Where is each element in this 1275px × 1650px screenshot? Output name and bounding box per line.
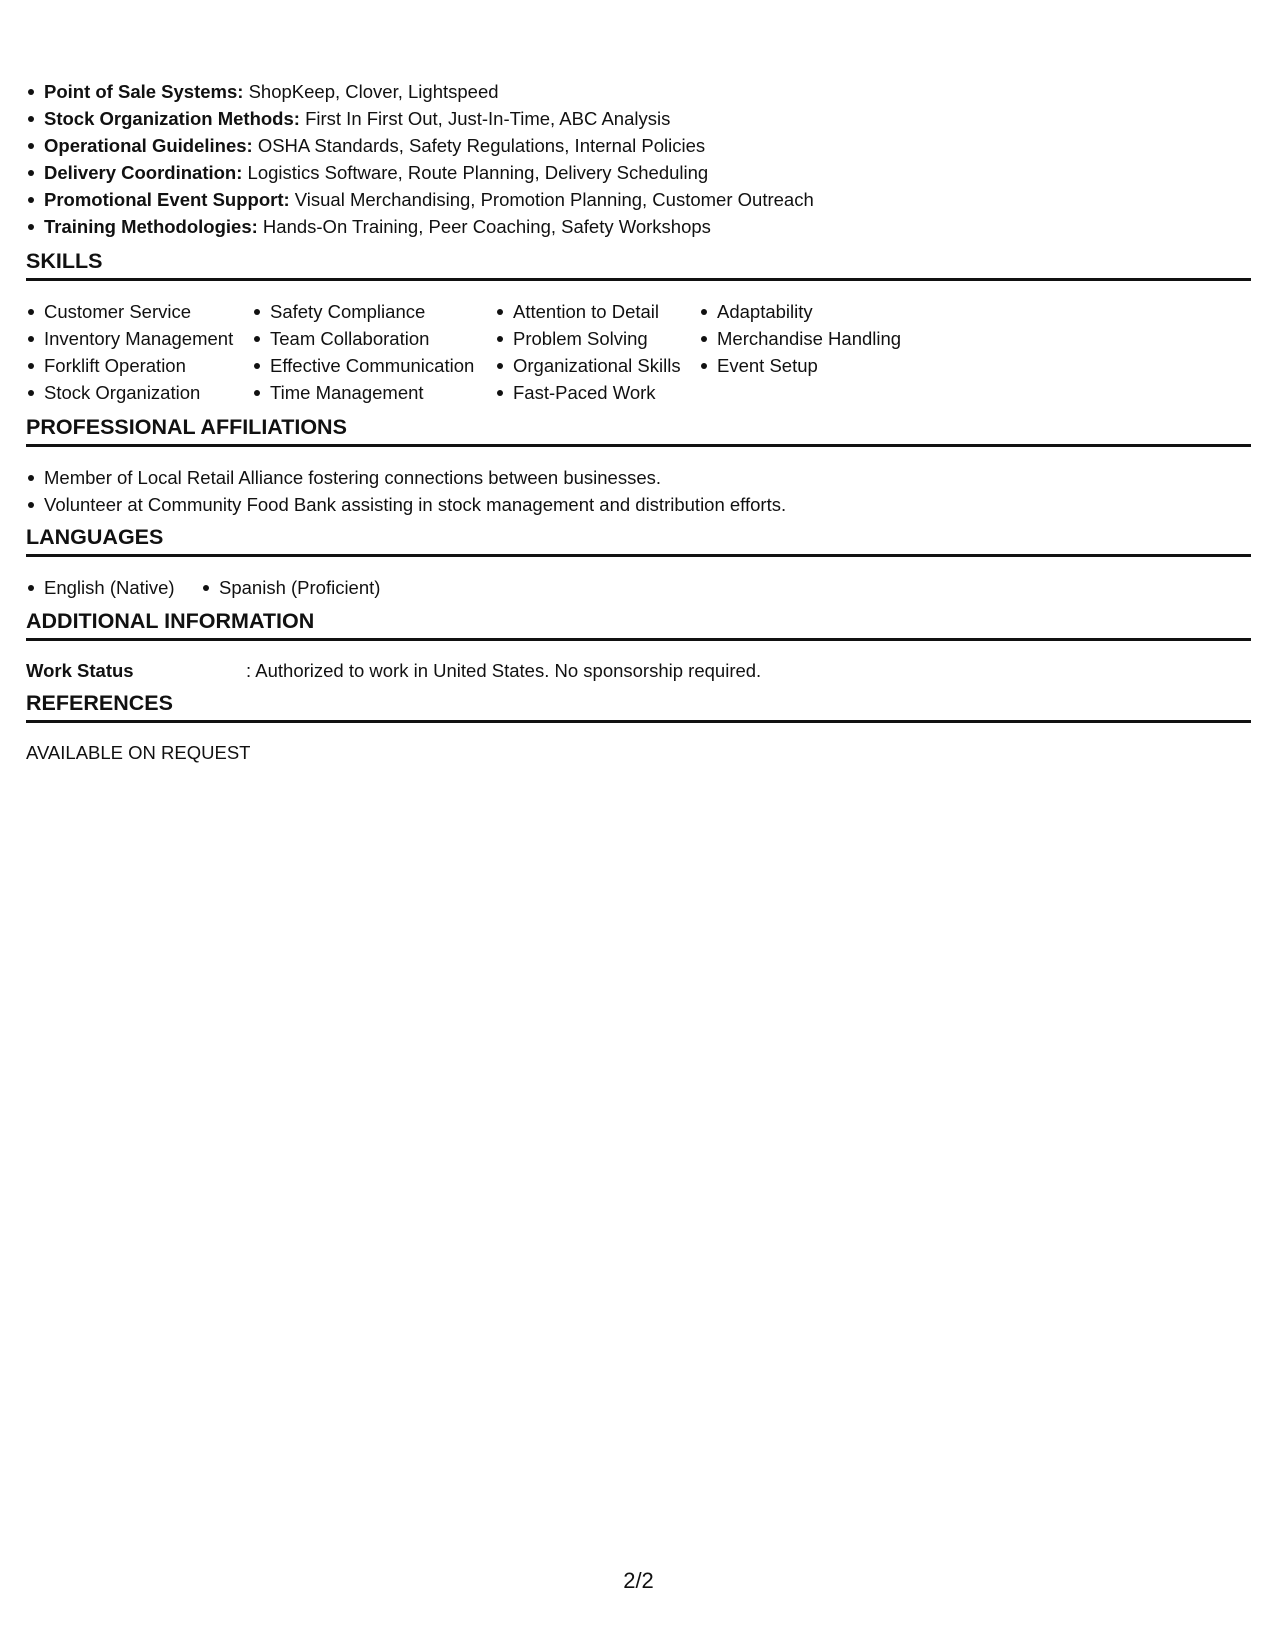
skill-item: Forklift Operation (26, 352, 233, 379)
tool-label: Stock Organization Methods: (44, 108, 300, 129)
tool-item (26, 132, 814, 159)
affiliations-list (26, 464, 786, 518)
tool-label: Operational Guidelines: (44, 135, 253, 156)
skills-column-3 (495, 298, 681, 406)
additional-info-divider (26, 638, 1251, 641)
resume-page (26, 0, 1251, 1650)
affiliations-heading: PROFESSIONAL AFFILIATIONS (26, 415, 347, 439)
tool-label: Training Methodologies: (44, 216, 258, 237)
skill-item: Organizational Skills (495, 352, 681, 379)
skill-item: Team Collaboration (252, 325, 474, 352)
skill-item: Effective Communication (252, 352, 474, 379)
skills-heading: SKILLS (26, 249, 103, 273)
language-item: Spanish (Proficient) (201, 574, 380, 601)
additional-info-heading: ADDITIONAL INFORMATION (26, 609, 315, 633)
tool-item (26, 213, 814, 240)
references-heading: REFERENCES (26, 691, 173, 715)
languages-divider (26, 554, 1251, 557)
tool-value: Logistics Software, Route Planning, Delivery Scheduling (247, 162, 709, 183)
tool-value: Visual Merchandising, Promotion Planning, Customer Outreach (294, 189, 814, 210)
page-number: 2/2 (623, 1568, 654, 1593)
skill-item: Stock Organization (26, 379, 233, 406)
tool-item (26, 159, 814, 186)
skill-item: Attention to Detail (495, 298, 681, 325)
skill-item: Event Setup (699, 352, 901, 379)
tool-label: Promotional Event Support: (44, 189, 290, 210)
work-status-label: Work Status (26, 660, 134, 681)
tool-value: OSHA Standards, Safety Regulations, Internal Policies (257, 135, 706, 156)
skill-item: Problem Solving (495, 325, 681, 352)
skill-item: Adaptability (699, 298, 901, 325)
languages-heading: LANGUAGES (26, 525, 164, 549)
references-text: AVAILABLE ON REQUEST (26, 742, 251, 763)
tool-value: Hands-On Training, Peer Coaching, Safety Workshops (262, 216, 711, 237)
affiliations-divider (26, 444, 1251, 447)
skills-divider (26, 278, 1251, 281)
tool-item (26, 78, 814, 105)
references-divider (26, 720, 1251, 723)
language-item: English (Native) (26, 574, 175, 601)
tool-label: Delivery Coordination: (44, 162, 243, 183)
skill-item: Customer Service (26, 298, 233, 325)
affiliation-item: Volunteer at Community Food Bank assisting in stock management and distribution efforts. (26, 491, 786, 518)
work-status-value: : Authorized to work in United States. No sponsorship required. (246, 660, 762, 681)
skill-item: Merchandise Handling (699, 325, 901, 352)
tools-list (26, 78, 814, 240)
skill-item: Fast-Paced Work (495, 379, 681, 406)
skills-column-4 (699, 298, 901, 379)
skills-column-2 (252, 298, 474, 406)
skills-column-1 (26, 298, 233, 406)
skill-item: Inventory Management (26, 325, 233, 352)
tool-item (26, 105, 814, 132)
tool-value: ShopKeep, Clover, Lightspeed (248, 81, 499, 102)
skill-item: Time Management (252, 379, 474, 406)
skill-item: Safety Compliance (252, 298, 474, 325)
affiliation-item: Member of Local Retail Alliance fostering connections between businesses. (26, 464, 786, 491)
tool-item (26, 186, 814, 213)
tool-value: First In First Out, Just-In-Time, ABC Analysis (305, 108, 671, 129)
tool-label: Point of Sale Systems: (44, 81, 244, 102)
